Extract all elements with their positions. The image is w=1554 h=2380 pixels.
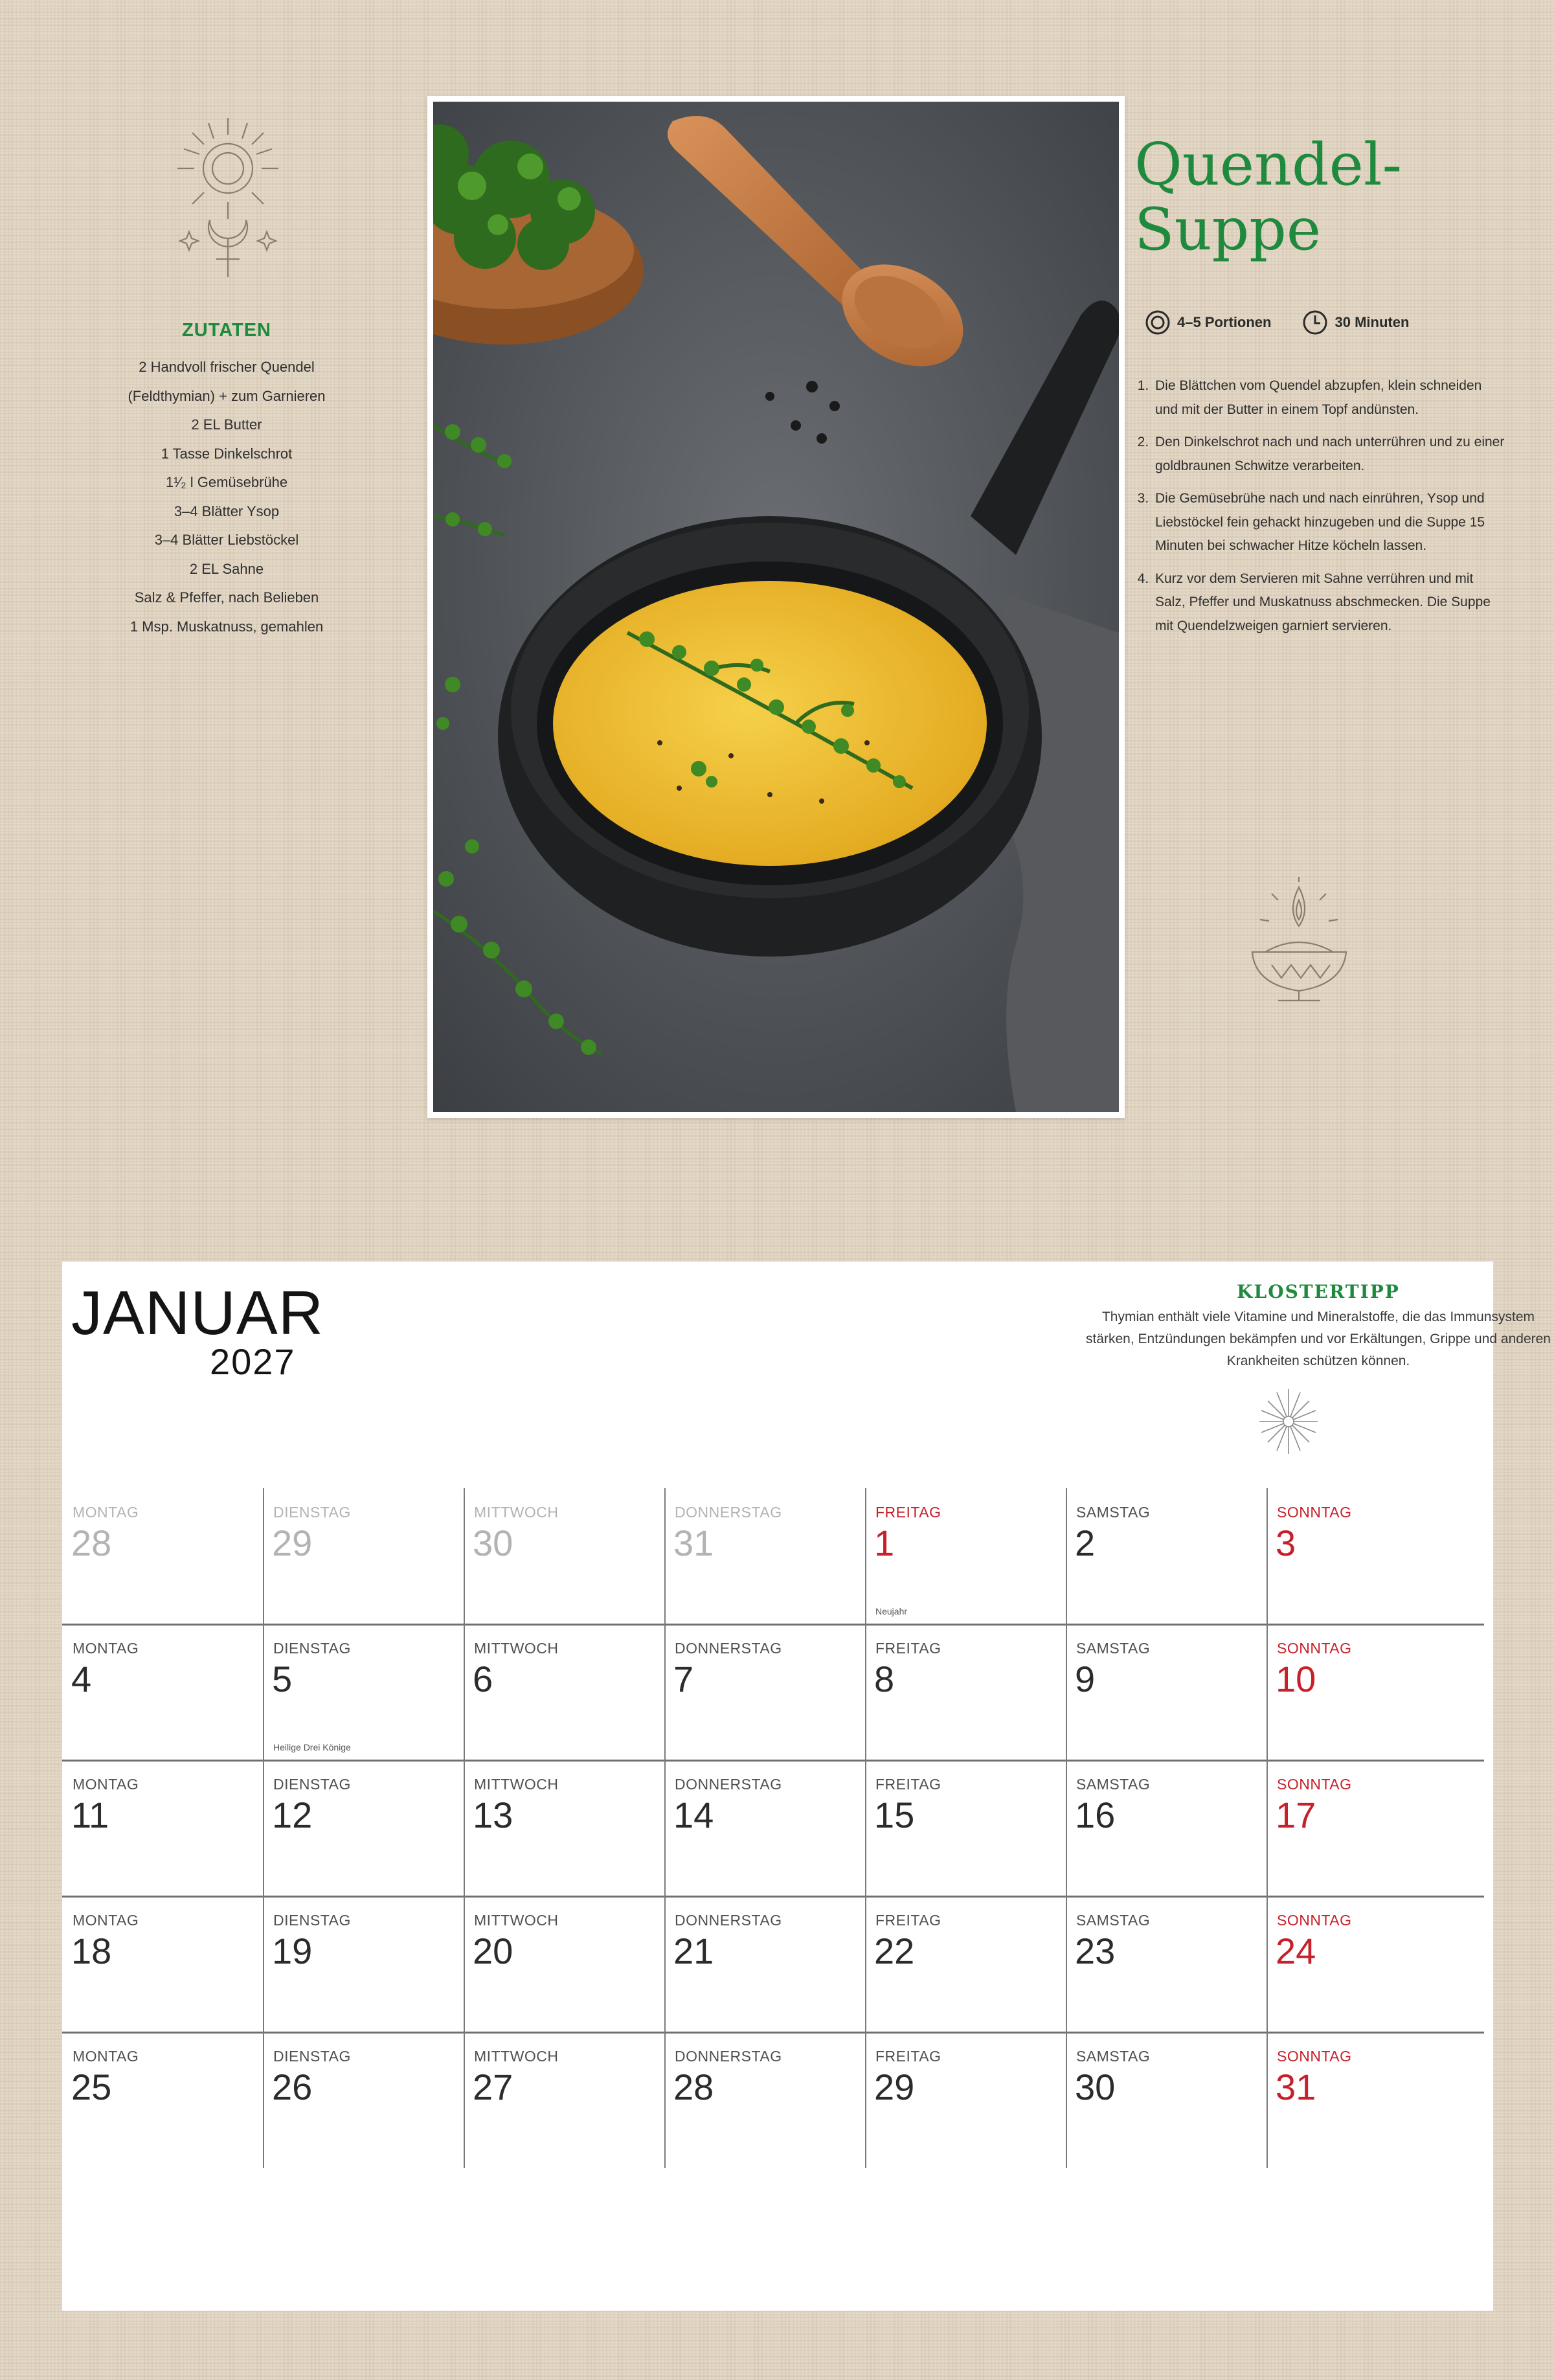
day-number: 7 <box>673 1659 694 1699</box>
tip-heading: KLOSTERTIPP <box>1237 1281 1400 1302</box>
weekday-label: SAMSTAG <box>1076 1640 1151 1657</box>
weekday-label: MONTAG <box>73 1640 139 1657</box>
weekday-label: DIENSTAG <box>273 2048 351 2065</box>
calendar-day-cell <box>263 1896 464 2032</box>
starburst-icon <box>1256 1386 1321 1457</box>
holiday-label: Heilige Drei Könige <box>273 1742 351 1752</box>
day-number: 28 <box>71 1523 112 1563</box>
weekday-label: FREITAG <box>875 1776 941 1793</box>
recipe-step: 4. Kurz vor dem Servieren mit Sahne verrühren und mit Salz, Pfeffer und Muskatnuss abschmecken. Die Suppe mit Quendelzweigen garniert servieren. <box>1153 567 1505 639</box>
day-number: 30 <box>1075 2067 1116 2107</box>
sun-moon-ornament-icon <box>170 109 286 282</box>
calendar-grid <box>62 1488 1484 2168</box>
calendar-month: JANUAR <box>71 1278 324 1348</box>
recipe-title-line1: Quendel- <box>1134 131 1402 199</box>
day-number: 25 <box>71 2067 112 2107</box>
weekday-label: SONNTAG <box>1277 1912 1352 1929</box>
ingredient-item: 2 EL Butter <box>191 416 262 433</box>
calendar-day-cell <box>664 1896 865 2032</box>
weekday-label: FREITAG <box>875 2048 941 2065</box>
weekday-label: FREITAG <box>875 1504 941 1521</box>
weekday-label: MONTAG <box>73 1912 139 1929</box>
calendar-day-cell <box>464 1896 664 2032</box>
day-number: 19 <box>272 1931 313 1971</box>
day-number: 11 <box>71 1795 109 1835</box>
day-number: 15 <box>874 1795 915 1835</box>
day-number: 9 <box>1075 1659 1096 1699</box>
weekday-label: MITTWOCH <box>474 1640 559 1657</box>
day-number: 27 <box>473 2067 513 2107</box>
clock-icon <box>1302 310 1328 335</box>
day-number: 21 <box>673 1931 714 1971</box>
weekday-label: MITTWOCH <box>474 2048 559 2065</box>
calendar-sheet <box>62 1262 1551 2311</box>
calendar-day-cell <box>1267 1488 1467 1624</box>
day-number: 18 <box>71 1931 112 1971</box>
calendar-day-cell <box>865 1896 1066 2032</box>
weekday-label: FREITAG <box>875 1912 941 1929</box>
ingredient-item: 2 Handvoll frischer Quendel <box>139 359 315 375</box>
calendar-day-cell <box>1066 1760 1267 1896</box>
recipe-step: 2. Den Dinkelschrot nach und nach unterrühren und zu einer goldbraunen Schwitze verarbeiten. <box>1153 431 1505 478</box>
calendar-day-cell <box>464 1760 664 1896</box>
weekday-label: MITTWOCH <box>474 1912 559 1929</box>
weekday-label: SONNTAG <box>1277 1776 1352 1793</box>
portions-info <box>1145 310 1271 335</box>
day-number: 30 <box>473 1523 513 1563</box>
day-number: 29 <box>874 2067 915 2107</box>
monastery-tip <box>1079 1281 1554 1372</box>
calendar-day-cell <box>865 1760 1066 1896</box>
ingredient-item: (Feldthymian) + zum Garnieren <box>128 387 326 404</box>
weekday-label: DONNERSTAG <box>675 1640 782 1657</box>
ingredient-item: Salz & Pfeffer, nach Belieben <box>134 589 319 606</box>
calendar-day-cell <box>263 2032 464 2168</box>
holiday-label: Neujahr <box>875 1606 908 1616</box>
calendar-day-cell <box>1267 1624 1467 1760</box>
calendar-day-cell <box>464 2032 664 2168</box>
recipe-photo <box>427 96 1125 1118</box>
day-number: 4 <box>71 1659 92 1699</box>
day-number: 14 <box>673 1795 714 1835</box>
calendar-day-cell <box>62 1624 263 1760</box>
calendar-day-cell <box>1267 1896 1467 2032</box>
day-number: 8 <box>874 1659 895 1699</box>
day-number: 20 <box>473 1931 513 1971</box>
weekday-label: SAMSTAG <box>1076 1776 1151 1793</box>
ingredient-item: 1 Msp. Muskatnuss, gemahlen <box>130 618 324 635</box>
day-number: 31 <box>1276 2067 1316 2107</box>
calendar-day-cell <box>263 1488 464 1624</box>
calendar-day-cell <box>1066 1896 1267 2032</box>
day-number: 26 <box>272 2067 313 2107</box>
calendar-day-cell <box>263 1760 464 1896</box>
portions-icon <box>1145 310 1171 335</box>
day-number: 24 <box>1276 1931 1316 1971</box>
weekday-label: SAMSTAG <box>1076 1504 1151 1521</box>
weekday-label: SONNTAG <box>1277 1640 1352 1657</box>
calendar-day-cell <box>1066 1488 1267 1624</box>
calendar-day-cell <box>62 2032 263 2168</box>
calendar-year: 2027 <box>210 1341 296 1382</box>
weekday-label: SAMSTAG <box>1076 2048 1151 2065</box>
calendar-day-cell <box>1267 2032 1467 2168</box>
day-number: 16 <box>1075 1795 1116 1835</box>
day-number: 3 <box>1276 1523 1296 1563</box>
weekday-label: DONNERSTAG <box>675 1776 782 1793</box>
calendar-day-cell <box>865 1488 1066 1624</box>
weekday-label: FREITAG <box>875 1640 941 1657</box>
ingredient-item: 1 Tasse Dinkelschrot <box>161 445 293 462</box>
day-number: 5 <box>272 1659 293 1699</box>
recipe-step: 1. Die Blättchen vom Quendel abzupfen, klein schneiden und mit der Butter in einem Topf andünsten. <box>1153 374 1505 422</box>
weekday-label: MITTWOCH <box>474 1776 559 1793</box>
tip-text: Thymian enthält viele Vitamine und Mineralstoffe, die das Immunsystem stärken, Entzündungen bekämpfen und vor Erkältungen, Grippe und anderen Krankheiten schützen können. <box>1086 1309 1551 1368</box>
day-number: 17 <box>1276 1795 1316 1835</box>
ingredient-item: 2 EL Sahne <box>189 560 264 577</box>
time-label: 30 Minuten <box>1334 314 1410 330</box>
day-number: 1 <box>874 1523 895 1563</box>
calendar-day-cell <box>664 1760 865 1896</box>
calendar-day-cell <box>865 2032 1066 2168</box>
day-number: 28 <box>673 2067 714 2107</box>
weekday-label: MONTAG <box>73 1776 139 1793</box>
day-number: 22 <box>874 1931 915 1971</box>
recipe-step: 3. Die Gemüsebrühe nach und nach einrühren, Ysop und Liebstöckel fein gehackt hinzugeben und die Suppe 15 Minuten bei schwacher Hitze köcheln lassen. <box>1153 487 1505 558</box>
calendar-day-cell <box>664 1488 865 1624</box>
portions-label: 4–5 Portionen <box>1177 314 1272 330</box>
recipe-title <box>1134 133 1471 262</box>
calendar-day-cell <box>865 1624 1066 1760</box>
weekday-label: SAMSTAG <box>1076 1912 1151 1929</box>
day-number: 12 <box>272 1795 313 1835</box>
time-info <box>1302 310 1409 335</box>
calendar-day-cell <box>1066 2032 1267 2168</box>
calendar-day-cell <box>62 1488 263 1624</box>
calendar-day-cell <box>62 1760 263 1896</box>
day-number: 6 <box>473 1659 493 1699</box>
ingredients-heading: ZUTATEN <box>181 320 271 341</box>
weekday-label: DONNERSTAG <box>675 1912 782 1929</box>
day-number: 2 <box>1075 1523 1096 1563</box>
day-number: 29 <box>272 1523 313 1563</box>
ingredients-panel <box>97 320 356 641</box>
weekday-label: DIENSTAG <box>273 1776 351 1793</box>
ingredient-item: 1¹⁄₂ l Gemüsebrühe <box>165 474 288 490</box>
recipe-meta <box>1145 308 1507 337</box>
calendar-day-cell <box>664 2032 865 2168</box>
calendar-day-cell <box>464 1488 664 1624</box>
calendar-day-cell <box>1267 1760 1467 1896</box>
day-number: 13 <box>473 1795 513 1835</box>
recipe-steps <box>1134 374 1505 647</box>
calendar-day-cell <box>263 1624 464 1760</box>
oil-lamp-ornament-icon <box>1246 874 1353 1010</box>
weekday-label: MONTAG <box>73 2048 139 2065</box>
weekday-label: SONNTAG <box>1277 2048 1352 2065</box>
calendar-day-cell <box>664 1624 865 1760</box>
weekday-label: DIENSTAG <box>273 1504 351 1521</box>
weekday-label: MITTWOCH <box>474 1504 559 1521</box>
calendar-day-cell <box>1066 1624 1267 1760</box>
ingredient-item: 3–4 Blätter Ysop <box>174 503 280 519</box>
weekday-label: DONNERSTAG <box>675 1504 782 1521</box>
weekday-label: DIENSTAG <box>273 1640 351 1657</box>
day-number: 31 <box>673 1523 714 1563</box>
calendar-day-cell <box>62 1896 263 2032</box>
weekday-label: MONTAG <box>73 1504 139 1521</box>
weekday-label: SONNTAG <box>1277 1504 1352 1521</box>
weekday-label: DONNERSTAG <box>675 2048 782 2065</box>
ingredients-list <box>97 353 356 641</box>
day-number: 10 <box>1276 1659 1316 1699</box>
day-number: 23 <box>1075 1931 1116 1971</box>
calendar-day-cell <box>464 1624 664 1760</box>
ingredient-item: 3–4 Blätter Liebstöckel <box>154 532 299 548</box>
recipe-title-line2: Suppe <box>1134 196 1322 264</box>
weekday-label: DIENSTAG <box>273 1912 351 1929</box>
